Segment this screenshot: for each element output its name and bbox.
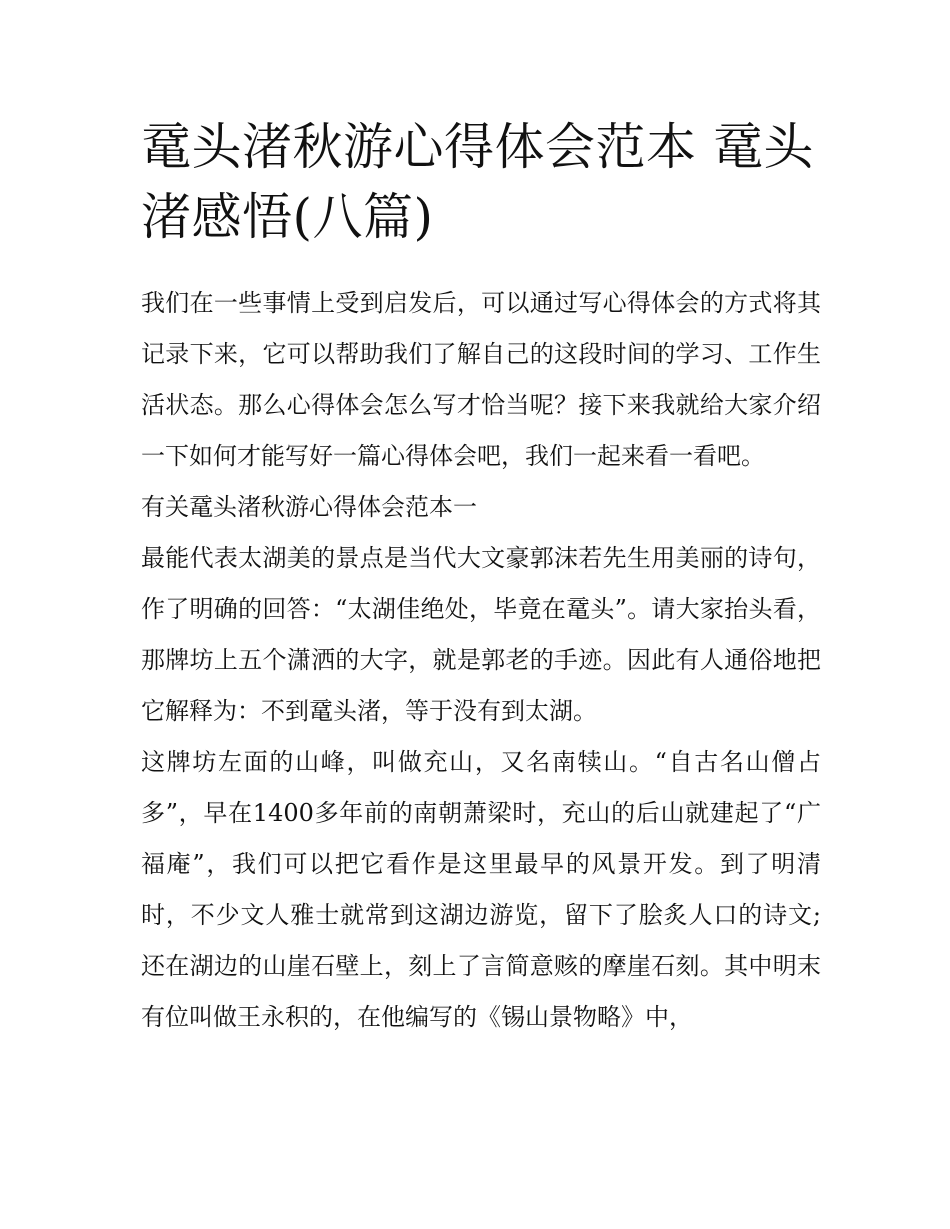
body-paragraph-2: 这牌坊左面的山峰，叫做充山，又名南犊山。“自古名山僧占多”，早在1400多年前的南朝萧梁时，充山的后山就建起了“广福庵”，我们可以把它看作是这里最早的风景开发。到了明清时，不少文人雅士就常到这湖边游览，留下了脍炙人口的诗文;还在湖边的山崖石壁上，刻上了言简意赅的摩崖石刻。其中明末有位叫做王永积的，在他编写的《锡山景物略》中，: [141, 748, 821, 1031]
document-content: [141, 112, 821, 1043]
document-title: 鼋头渚秋游心得体会范本 鼋头渚感悟(八篇): [141, 118, 814, 246]
body-paragraph-1: 最能代表太湖美的景点是当代大文豪郭沫若先生用美丽的诗句，作了明确的回答：“太湖佳绝处，毕竟在鼋头”。请大家抬头看，那牌坊上五个潇洒的大字，就是郭老的手迹。因此有人通俗地把它解释为：不到鼋头渚，等于没有到太湖。: [141, 544, 821, 725]
section-heading: 有关鼋头渚秋游心得体会范本一: [141, 493, 477, 521]
intro-paragraph: 我们在一些事情上受到启发后，可以通过写心得体会的方式将其记录下来，它可以帮助我们了解自己的这段时间的学习、工作生活状态。那么心得体会怎么写才恰当呢？接下来我就给大家介绍一下如何才能写好一篇心得体会吧，我们一起来看一看吧。: [141, 289, 821, 470]
